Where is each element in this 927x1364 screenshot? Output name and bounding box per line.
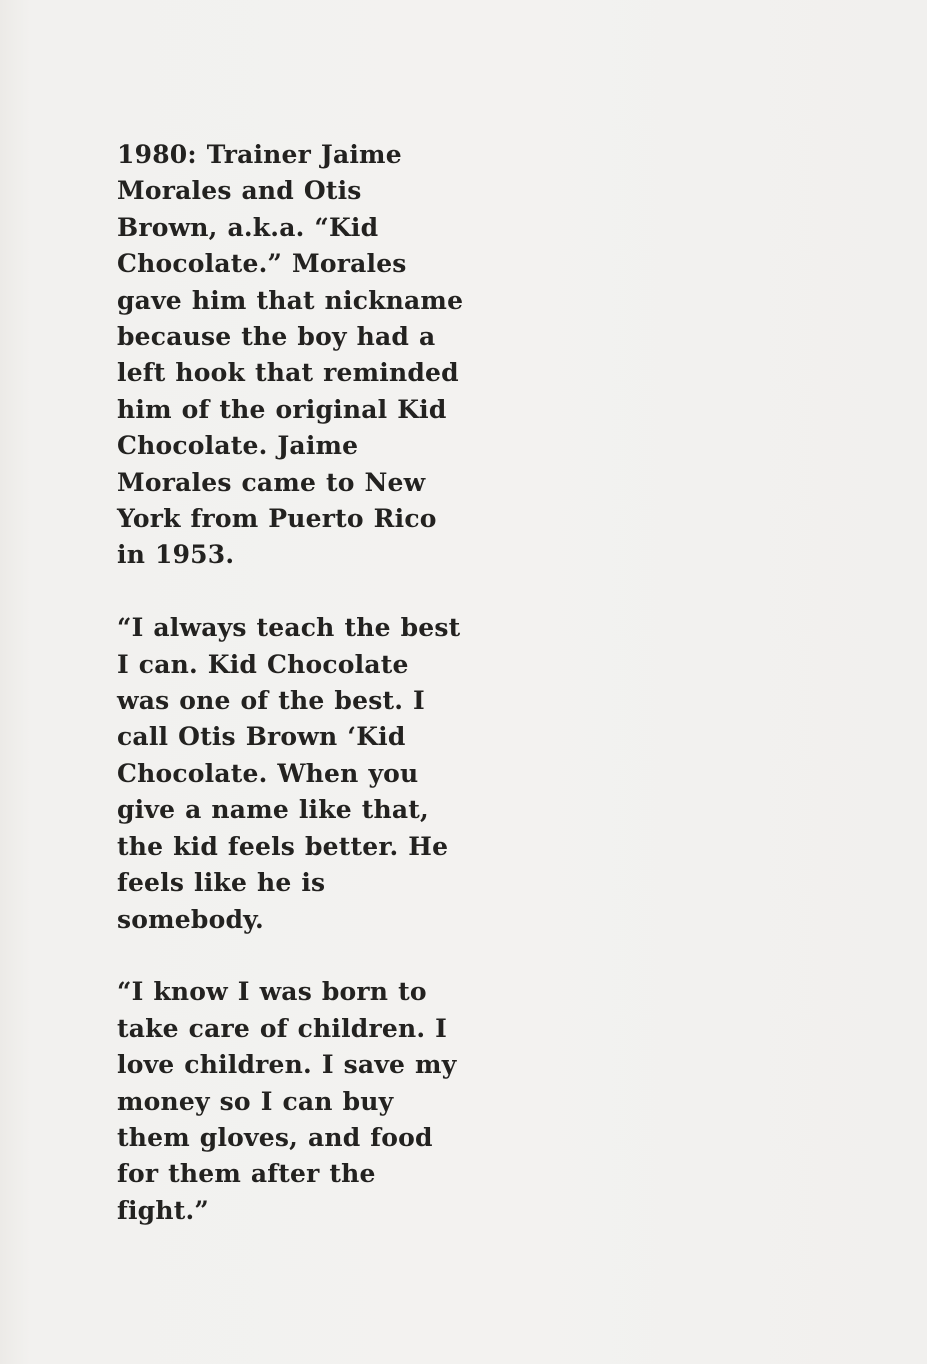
text-line: give a name like that,: [117, 795, 429, 825]
text-line: money so I can buy: [117, 1086, 394, 1116]
caption-paragraph-intro: [117, 137, 464, 574]
text-line: love children. I save my: [117, 1050, 457, 1080]
text-line: Morales and Otis: [117, 176, 362, 206]
text-line: take care of children. I: [117, 1013, 448, 1043]
text-line: the kid feels better. He: [117, 831, 449, 861]
text-line: fight.”: [117, 1195, 209, 1225]
text-line: them gloves, and food: [117, 1122, 433, 1152]
text-line: was one of the best. I: [117, 686, 425, 716]
text-line: in 1953.: [117, 540, 235, 570]
text-line: gave him that nickname: [117, 285, 464, 315]
text-line: 1980: Trainer Jaime: [117, 140, 402, 169]
text-line: him of the original Kid: [117, 394, 447, 424]
quote-paragraph-teaching: [117, 610, 461, 938]
text-line: Morales came to New: [117, 467, 426, 497]
text-line: “I always teach the best: [117, 613, 461, 643]
caption-text-column: [117, 137, 464, 1266]
text-line: because the boy had a: [117, 322, 436, 352]
text-line: I can. Kid Chocolate: [117, 649, 409, 679]
text-line: Brown, a.k.a. “Kid: [117, 212, 379, 242]
text-line: York from Puerto Rico: [117, 504, 437, 534]
text-line: Chocolate. When you: [117, 758, 419, 788]
text-line: Chocolate.” Morales: [117, 249, 407, 279]
text-line: Chocolate. Jaime: [117, 431, 359, 461]
text-line: for them after the: [117, 1159, 376, 1189]
text-line: “I know I was born to: [117, 977, 427, 1007]
quote-paragraph-children: [117, 974, 457, 1229]
text-line: feels like he is: [117, 868, 326, 898]
text-line: somebody.: [117, 904, 264, 934]
text-line: call Otis Brown ‘Kid: [117, 722, 406, 752]
text-line: left hook that reminded: [117, 358, 459, 388]
